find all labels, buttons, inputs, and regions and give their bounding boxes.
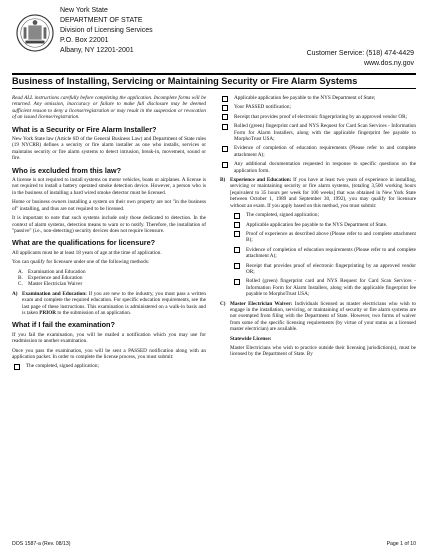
method-list xyxy=(18,269,206,288)
checkbox-icon xyxy=(222,114,228,120)
checklist-item: Receipt that provides proof of electronic fingerprinting by an approved vendor OR; xyxy=(220,114,416,120)
page-number: Page 1 of 10 xyxy=(386,541,416,547)
checklist-item: Your PASSED notification; xyxy=(220,104,416,110)
checkbox-icon xyxy=(222,162,228,168)
website-link[interactable]: www.dos.ny.gov xyxy=(363,60,414,67)
checkbox-icon xyxy=(234,222,240,228)
method-c-paragraph: C) Master Electrician Waiver: Individuals licensed as master electricians who wish to engage in the installation, servicing, or maintaining of security or fire alarm systems are not exempted from filing with the Department of State. However, two forms of waiver from some of the specific licensing requirements (by virtue of your status as a licensed master electrician) are available. xyxy=(220,300,417,333)
header-rule xyxy=(12,73,416,75)
section-heading: What is a Security or Fire Alarm Installer? xyxy=(12,124,157,134)
checkbox-icon xyxy=(234,231,240,237)
agency-address xyxy=(60,6,153,56)
paragraph: New York State law (Article 6D of the General Business Law) and Department of State rules (19 NYCRR) defines a security or fire alarm installer as one who installs, services or maintains security or fire alarm systems to detect intrusion, break-in, movement, sound or fire. xyxy=(12,136,206,162)
customer-service-phone: Customer Service: (518) 474-4429 xyxy=(306,50,414,57)
paragraph: You can qualify for licensure under one of the following methods: xyxy=(12,259,150,266)
paragraph: Home or business owners installing a system on their own property are not "in the business of" installing, and thus are not required to be licensed. xyxy=(12,199,206,212)
agency-line: New York State xyxy=(60,7,108,14)
list-item: B. Experience and Education xyxy=(18,274,83,281)
checklist-item: Rolled (green) fingerprint card and NYS Request for Card Scan Services - Information Form for Alarm Installers, along with the applicable fingerprint fee payable to MorphoTrust USA; xyxy=(220,123,416,142)
paragraph: If you fail the examination, you will be mailed a notification which you may use for readmission to another examination. xyxy=(12,331,206,345)
checklist-item: The completed, signed application; xyxy=(232,212,416,218)
method-a-paragraph: A) Examination and Education: If you are new to the industry, you must pass a written exam and complete the required education. For specific education requirements, see the last page of these instructions. This examination is administered on a walk-in basis and is taken PRIOR to the submission of an application. xyxy=(12,290,206,316)
checklist-item: Any additional documentation requested in response to specific questions on the application form. xyxy=(220,161,416,174)
checklist-item: Applicable application fee payable to the NYS Department of State; xyxy=(220,95,416,101)
agency-line: P.O. Box 22001 xyxy=(60,37,109,44)
list-item: A. Examination and Education xyxy=(18,268,86,275)
agency-line: Division of Licensing Services xyxy=(60,27,153,34)
paragraph: All applicants must be at least 18 years of age at the time of application. xyxy=(12,249,162,256)
checkbox-icon xyxy=(234,247,240,253)
checkbox-icon xyxy=(222,96,228,102)
checklist-item: Rolled (green) fingerprint card and NYS Request for Card Scan Services - Information Form for Alarm Installers, along with the applicable fingerprint fee payable to MorphoTrust USA; xyxy=(232,278,416,297)
right-column xyxy=(220,95,416,361)
paragraph: A license is not required to install systems on motor vehicles, boats or airplanes. A license is not required to install a battery operated smoke detection device. However, a person who is in the business of installing a hard wired smoke detector must be licensed. xyxy=(12,177,206,196)
section-heading: Who is excluded from this law? xyxy=(12,165,122,175)
checkbox-icon xyxy=(234,263,240,269)
checkbox-icon xyxy=(234,279,240,285)
statewide-heading: Statewide License: xyxy=(230,335,272,342)
form-id: DOS 1587-a (Rev. 08/13) xyxy=(12,541,71,547)
checkbox-icon xyxy=(14,364,20,370)
intro-paragraph: Read ALL instructions carefully before completing the application. Incomplete forms will be returned. Any omission, inaccuracy or failure to make full disclosure may be deemed sufficient reason to deny a license/registration or may result in the suspension or revocation of an issued license/registration. xyxy=(12,95,206,121)
checklist-item: Receipt that provides proof of electronic fingerprinting by an approved vendor OR; xyxy=(232,263,416,276)
checkbox-icon xyxy=(222,105,228,111)
section-heading: What are the qualifications for licensure? xyxy=(12,238,156,248)
checklist-item: Evidence of completion of education requirements (Please refer to and complete attachment A); xyxy=(232,247,416,260)
checklist-item: Evidence of completion of education requirements (Please refer to and complete attachment A); xyxy=(220,145,416,158)
page-title: Business of Installing, Servicing or Maintaining Security or Fire Alarm Systems xyxy=(12,76,358,86)
checkbox-icon xyxy=(222,146,228,152)
section-heading: What if I fail the examination? xyxy=(12,320,115,330)
agency-line: Albany, NY 12201-2001 xyxy=(60,47,134,54)
method-b-paragraph: B) Experience and Education: If you have at least two years of experience in installing, servicing or maintaining security or fire alarm systems, (totaling 3,500 working hours [equivalent to 35 hours per week for 100 weeks] that was obtained in New York State between October 1, 1989 and September 30, 1992), you may qualify for licensure without an exam. If you apply based on this method, you must submit: xyxy=(220,177,416,209)
list-item: C. Master Electrician Waiver xyxy=(18,281,83,288)
agency-line: DEPARTMENT OF STATE xyxy=(60,17,143,24)
checkbox-icon xyxy=(234,213,240,219)
paragraph: Master Electricians who wish to practice outside their licensing jurisdiction(s), must be licensed by the Department of State. By xyxy=(230,345,416,358)
paragraph: It is important to note that such systems include only those dedicated to detection. In the context of alarm systems, detection means to warn or to notify. Therefore, the installation of "passive" (i.e., non-detecting) security devices does not require licensure. xyxy=(12,215,206,234)
checkbox-icon xyxy=(222,124,228,130)
paragraph: Once you pass the examination, you will be sent a PASSED notification along with an application packet. In order to complete the license process, you must submit: xyxy=(12,347,206,360)
checklist-item: Proof of experience as described above (Please refer to and complete attachment B); xyxy=(232,231,416,244)
title-rule xyxy=(12,88,416,89)
checklist-item: Applicable application fee payable to the NYS Department of State. xyxy=(232,222,416,228)
left-column xyxy=(12,95,206,373)
contact-info xyxy=(307,49,414,69)
checklist-item: The completed, signed application; xyxy=(12,363,206,369)
ny-state-seal-icon xyxy=(16,14,54,52)
